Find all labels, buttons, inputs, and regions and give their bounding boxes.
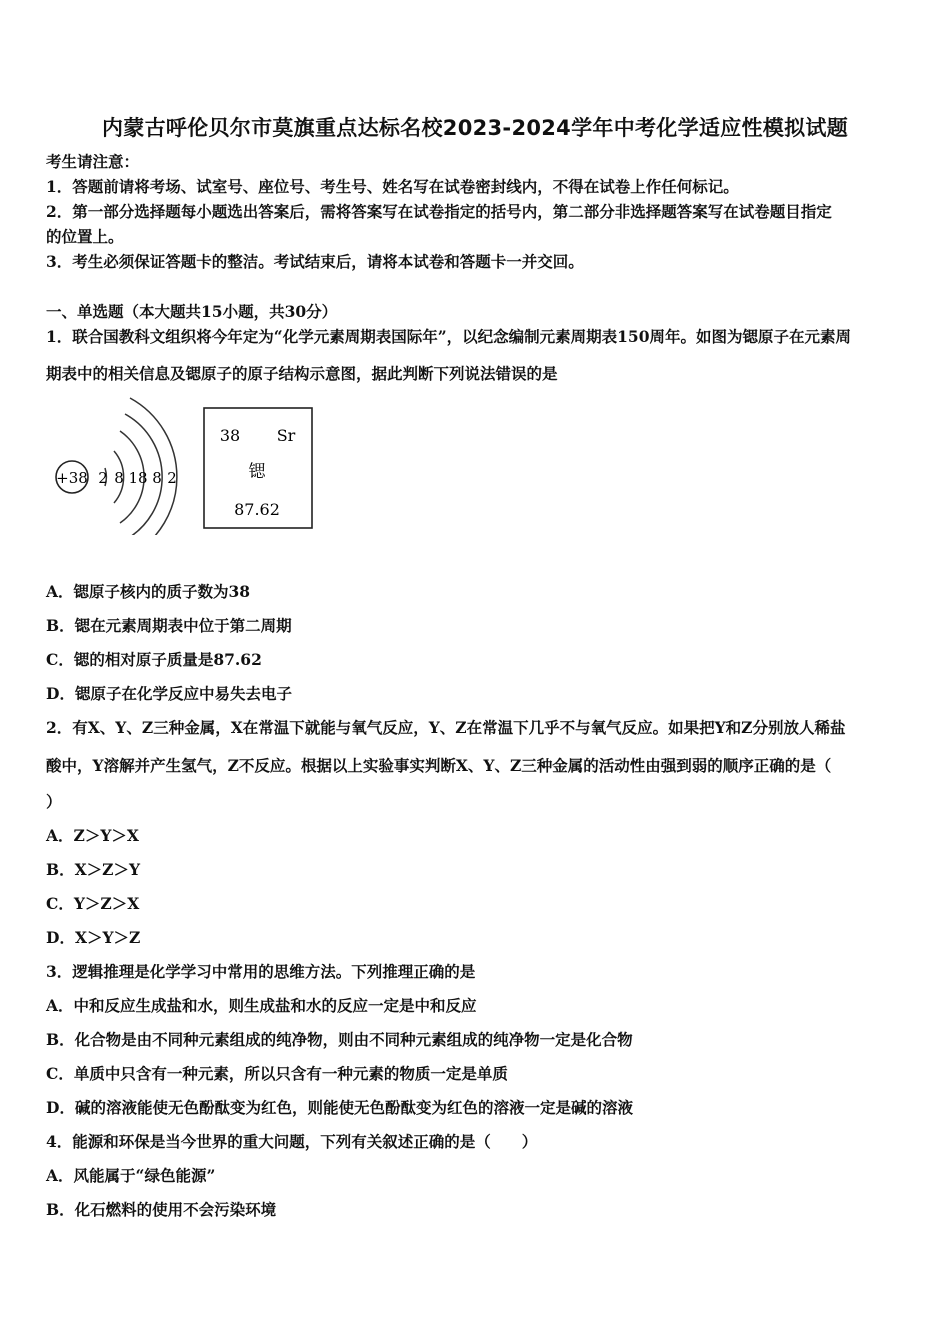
section-heading: 一、单选题（本大题共15小题，共30分）	[46, 302, 338, 321]
notice-heading: 考生请注意：	[46, 152, 140, 171]
shell-arc-5	[130, 398, 177, 535]
shell-electrons-1: 2	[98, 469, 108, 487]
q1-option-b: B．锶在元素周期表中位于第二周期	[46, 616, 292, 635]
shell-electrons-3: 18	[128, 469, 148, 487]
q2-option-c: C．Y＞Z＞X	[46, 894, 140, 913]
q2-stem-line2: 酸中，Y溶解并产生氢气，Z不反应。根据以上实验事实判断X、Y、Z三种金属的活动性由强到弱的顺序正确的是（	[46, 756, 832, 775]
q1-option-c: C．锶的相对原子质量是87.62	[46, 650, 262, 669]
notice-item-1: 1．答题前请将考场、试室号、座位号、考生号、姓名写在试卷密封线内，不得在试卷上作任何标记。	[46, 177, 739, 196]
q4-option-a: A．风能属于“绿色能源”	[46, 1166, 216, 1185]
q4-stem: 4．能源和环保是当今世界的重大问题，下列有关叙述正确的是（ ）	[46, 1132, 538, 1151]
atom-structure-diagram	[46, 395, 326, 535]
q3-stem: 3．逻辑推理是化学学习中常用的思维方法。下列推理正确的是	[46, 962, 476, 981]
q3-option-b: B．化合物是由不同种元素组成的纯净物，则由不同种元素组成的纯净物一定是化合物	[46, 1030, 633, 1049]
shell-electrons-5: 2	[167, 469, 177, 487]
q3-option-a: A．中和反应生成盐和水，则生成盐和水的反应一定是中和反应	[46, 996, 477, 1015]
element-name: 锶	[248, 462, 266, 482]
q3-option-d: D．碱的溶液能使无色酚酞变为红色，则能使无色酚酞变为红色的溶液一定是碱的溶液	[46, 1098, 633, 1117]
q1-option-d: D．锶原子在化学反应中易失去电子	[46, 684, 292, 703]
q3-option-c: C．单质中只含有一种元素，所以只含有一种元素的物质一定是单质	[46, 1064, 508, 1083]
q2-stem-line1: 2．有X、Y、Z三种金属，X在常温下就能与氧气反应，Y、Z在常温下几乎不与氧气反应。如果把Y和Z分别放人稀盐	[46, 718, 846, 737]
shell-electrons-2: 8	[114, 469, 124, 487]
page-title: 内蒙古呼伦贝尔市莫旗重点达标名校2023-2024学年中考化学适应性模拟试题	[101, 116, 848, 140]
notice-item-2-cont: 的位置上。	[46, 227, 124, 246]
q2-option-a: A．Z＞Y＞X	[46, 826, 139, 845]
atomic-number: 38	[219, 426, 241, 445]
notice-item-2: 2．第一部分选择题每小题选出答案后，需将答案写在试卷指定的括号内，第二部分非选择题答案写在试卷题目指定	[46, 202, 832, 221]
q1-stem-line1: 1．联合国教科文组织将今年定为“化学元素周期表国际年”，以纪念编制元素周期表150周年。如图为锶原子在元素周	[46, 327, 851, 346]
element-symbol: Sr	[276, 426, 296, 445]
shell-electrons-4: 8	[152, 469, 162, 487]
q1-option-a: A．锶原子核内的质子数为38	[46, 582, 251, 601]
q2-option-b: B．X＞Z＞Y	[46, 860, 141, 879]
strontium-figure	[46, 395, 326, 535]
q4-option-b: B．化石燃料的使用不会污染环境	[46, 1200, 277, 1219]
atomic-mass: 87.62	[234, 500, 280, 519]
nucleus-charge: +38	[56, 469, 88, 487]
q2-stem-line3: ）	[46, 792, 62, 811]
notice-item-3: 3．考生必须保证答题卡的整洁。考试结束后，请将本试卷和答题卡一并交回。	[46, 252, 584, 271]
q2-option-d: D．X＞Y＞Z	[46, 928, 141, 947]
q1-stem-line2: 期表中的相关信息及锶原子的原子结构示意图，据此判断下列说法错误的是	[46, 364, 558, 383]
